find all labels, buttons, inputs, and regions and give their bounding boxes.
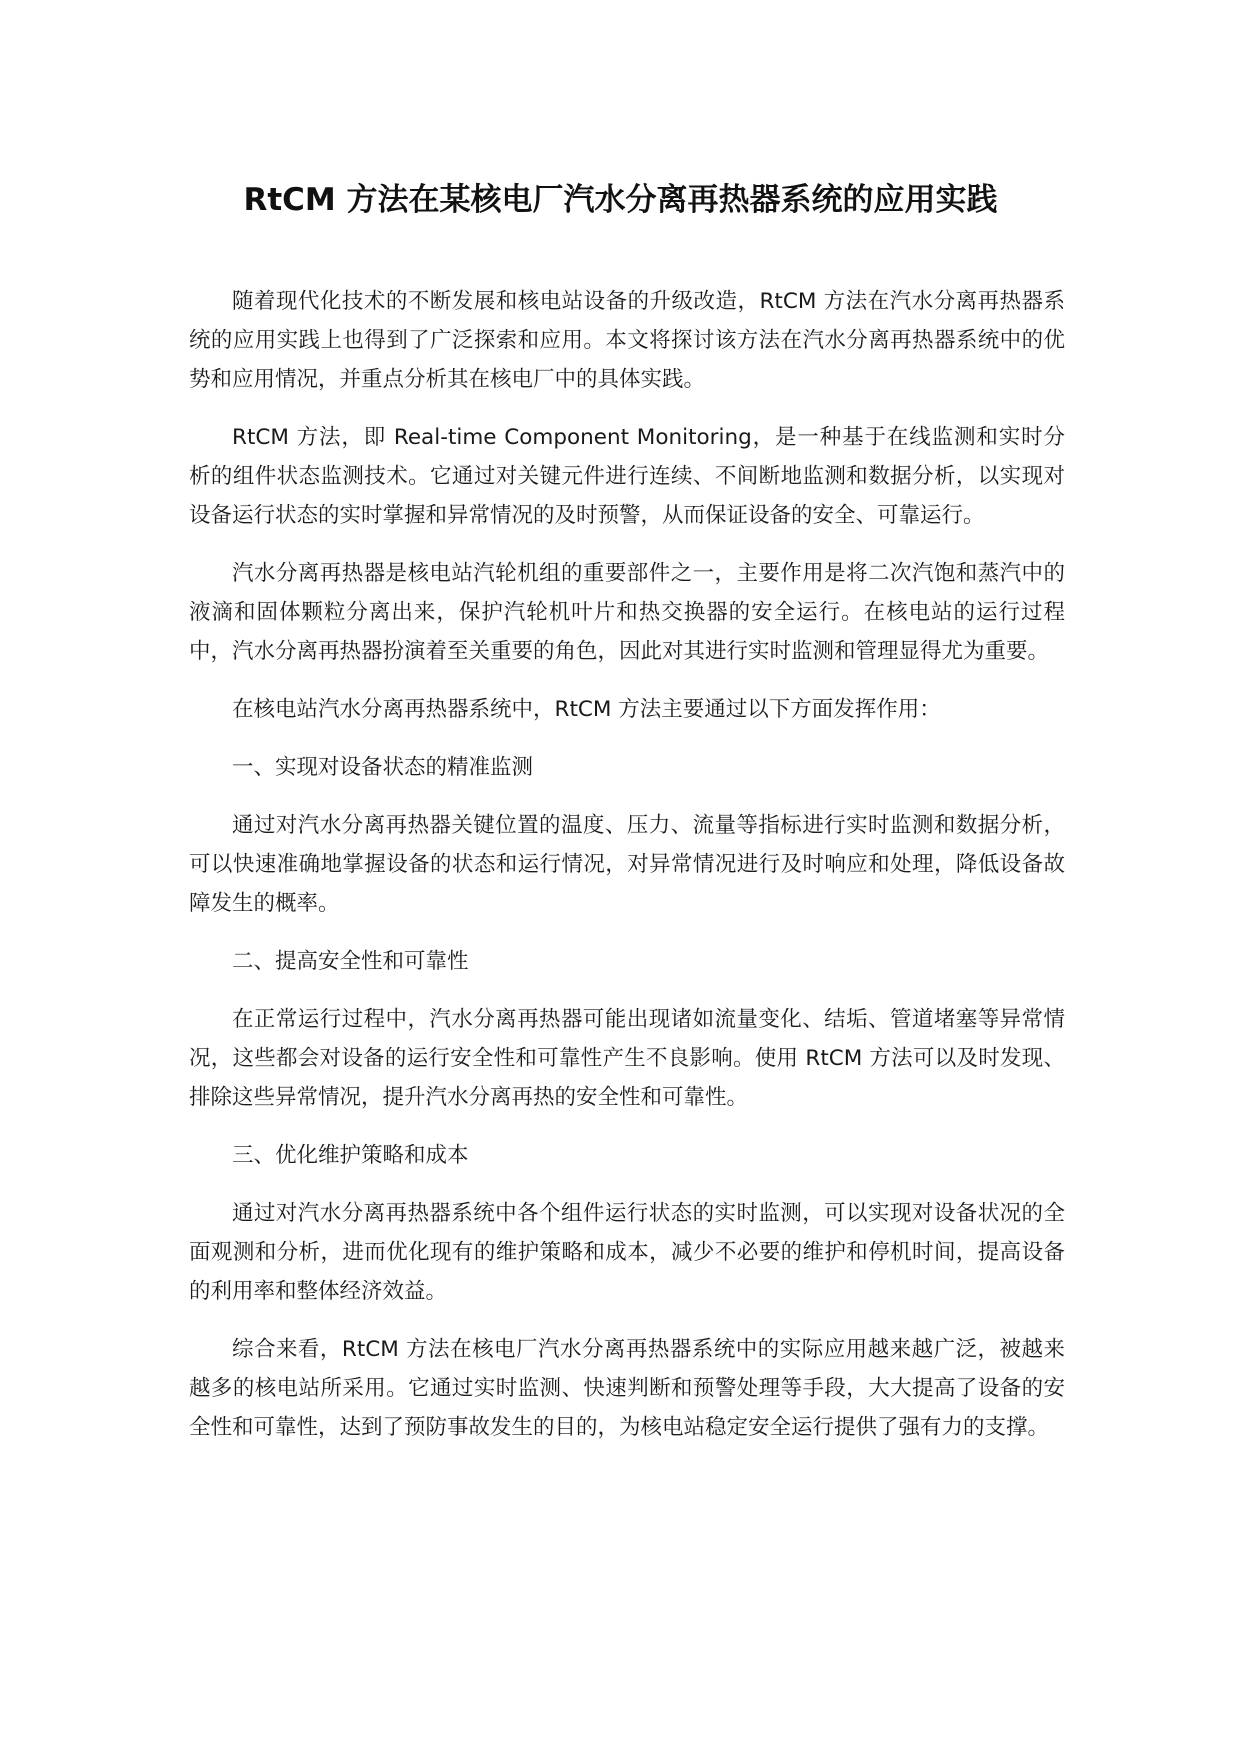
paragraph-intro: 随着现代化技术的不断发展和核电站设备的升级改造，RtCM 方法在汽水分离再热器系统的应用实践上也得到了广泛探索和应用。本文将探讨该方法在汽水分离再热器系统中的优势和应用情况，并重点分析其在核电厂中的具体实践。 [189, 289, 1065, 392]
paragraph-section-3: 通过对汽水分离再热器系统中各个组件运行状态的实时监测，可以实现对设备状况的全面观测和分析，进而优化现有的维护策略和成本，减少不必要的维护和停机时间，提高设备的利用率和整体经济效益。 [189, 1201, 1065, 1304]
document-body [189, 282, 1065, 1466]
document-title: RtCM 方法在某核电厂汽水分离再热器系统的应用实践 [243, 182, 998, 218]
paragraph-conclusion: 综合来看，RtCM 方法在核电厂汽水分离再热器系统中的实际应用越来越广泛，被越来越多的核电站所采用。它通过实时监测、快速判断和预警处理等手段，大大提高了设备的安全性和可靠性，达到了预防事故发生的目的，为核电站稳定安全运行提供了强有力的支撑。 [189, 1337, 1065, 1440]
paragraph-section-2: 在正常运行过程中，汽水分离再热器可能出现诸如流量变化、结垢、管道堵塞等异常情况，这些都会对设备的运行安全性和可靠性产生不良影响。使用 RtCM 方法可以及时发现、排除这些异常情况，提升汽水分离再热的安全性和可靠性。 [189, 1007, 1065, 1110]
paragraph-functions-intro: 在核电站汽水分离再热器系统中，RtCM 方法主要通过以下方面发挥作用： [232, 697, 941, 722]
section-heading-1: 一、实现对设备状态的精准监测 [232, 755, 534, 780]
paragraph-rtcm-definition: RtCM 方法，即 Real-time Component Monitoring，是一种基于在线监测和实时分析的组件状态监测技术。它通过对关键元件进行连续、不间断地监测和数据分析，以实现对设备运行状态的实时掌握和异常情况的及时预警，从而保证设备的安全、可靠运行。 [189, 425, 1065, 528]
section-heading-3: 三、优化维护策略和成本 [232, 1143, 469, 1168]
section-heading-2: 二、提高安全性和可靠性 [232, 949, 469, 974]
paragraph-section-1: 通过对汽水分离再热器关键位置的温度、压力、流量等指标进行实时监测和数据分析，可以快速准确地掌握设备的状态和运行情况，对异常情况进行及时响应和处理，降低设备故障发生的概率。 [189, 813, 1065, 916]
paragraph-msr-role: 汽水分离再热器是核电站汽轮机组的重要部件之一，主要作用是将二次汽饱和蒸汽中的液滴和固体颗粒分离出来，保护汽轮机叶片和热交换器的安全运行。在核电站的运行过程中，汽水分离再热器扮演着至关重要的角色，因此对其进行实时监测和管理显得尤为重要。 [189, 561, 1065, 664]
